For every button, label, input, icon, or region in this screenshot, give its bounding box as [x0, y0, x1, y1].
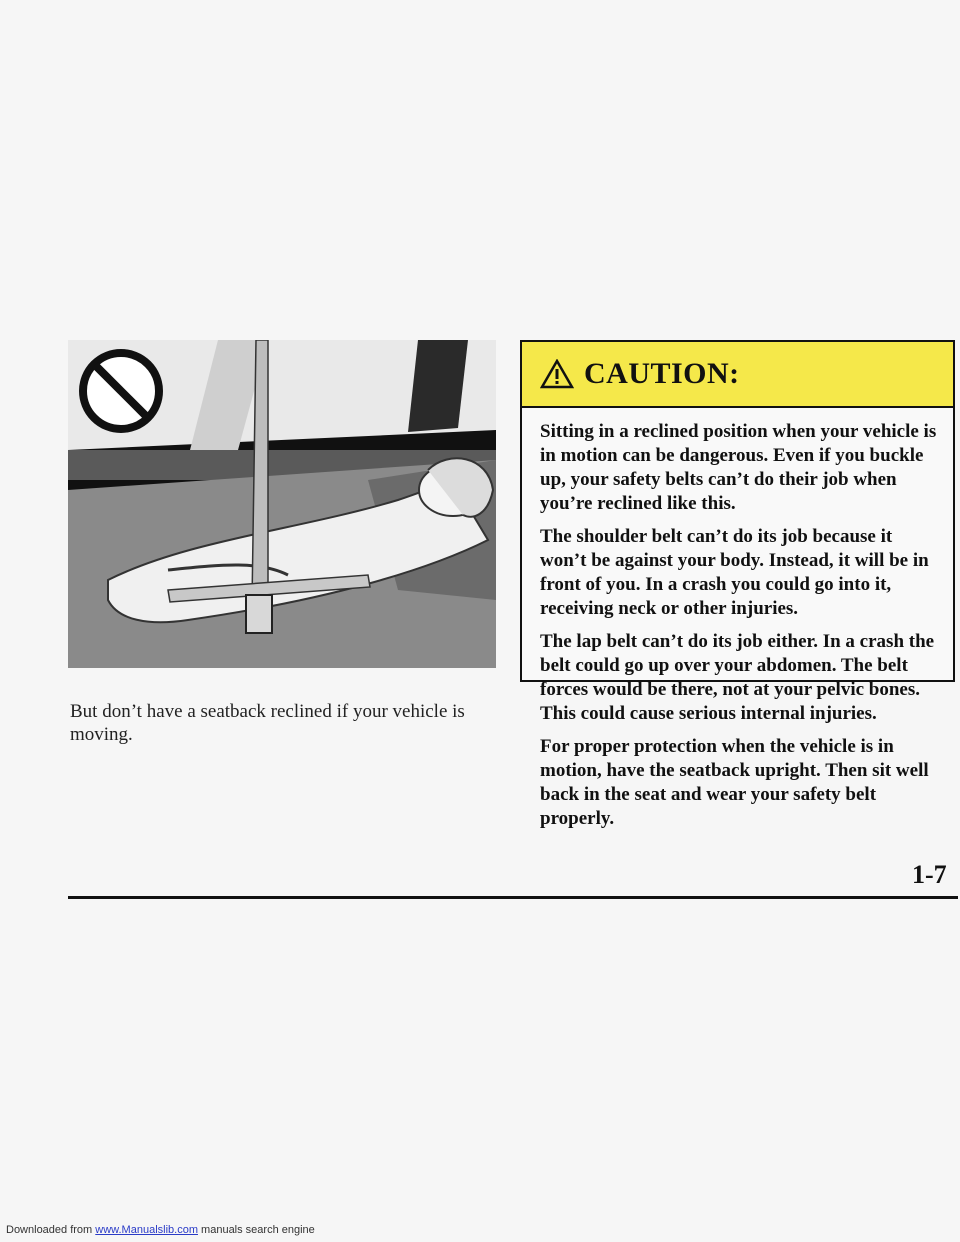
caution-paragraph: Sitting in a reclined position when your vehicle is in motion can be dangerous. Even if you buckle up, your safety belts can’t do their job when you’re reclined like this. — [540, 421, 937, 514]
footer-suffix: manuals search engine — [201, 1224, 315, 1236]
page-number: 1-7 — [912, 860, 947, 889]
reclined-occupant-illustration — [68, 340, 496, 668]
caution-paragraph: The lap belt can’t do its job either. In a crash the belt could go up over your abdomen. The belt forces would be there, not at your pelvic bones. This could cause serious internal injuries. — [540, 631, 935, 724]
caution-header — [522, 342, 953, 408]
caution-paragraph: The shoulder belt can’t do its job because it won’t be against your body. Instead, it will be in front of you. In a crash you could go into it, receiving neck or other injuries. — [540, 526, 929, 619]
caution-title: CAUTION: — [584, 357, 740, 390]
warning-triangle-icon — [540, 359, 574, 389]
caution-box — [520, 340, 955, 829]
footer-rule — [68, 896, 958, 899]
manualslib-link[interactable]: www.Manualslib.com — [95, 1224, 198, 1236]
body-paragraph: But don’t have a seatback reclined if your vehicle is moving. — [70, 701, 465, 745]
footer-prefix: Downloaded from — [6, 1224, 93, 1236]
prohibited-icon — [78, 348, 164, 434]
download-footer — [6, 1224, 315, 1236]
caution-paragraph: For proper protection when the vehicle is in motion, have the seatback upright. Then sit well back in the seat and wear your safety belt properly. — [540, 736, 929, 829]
caution-body — [522, 408, 953, 850]
